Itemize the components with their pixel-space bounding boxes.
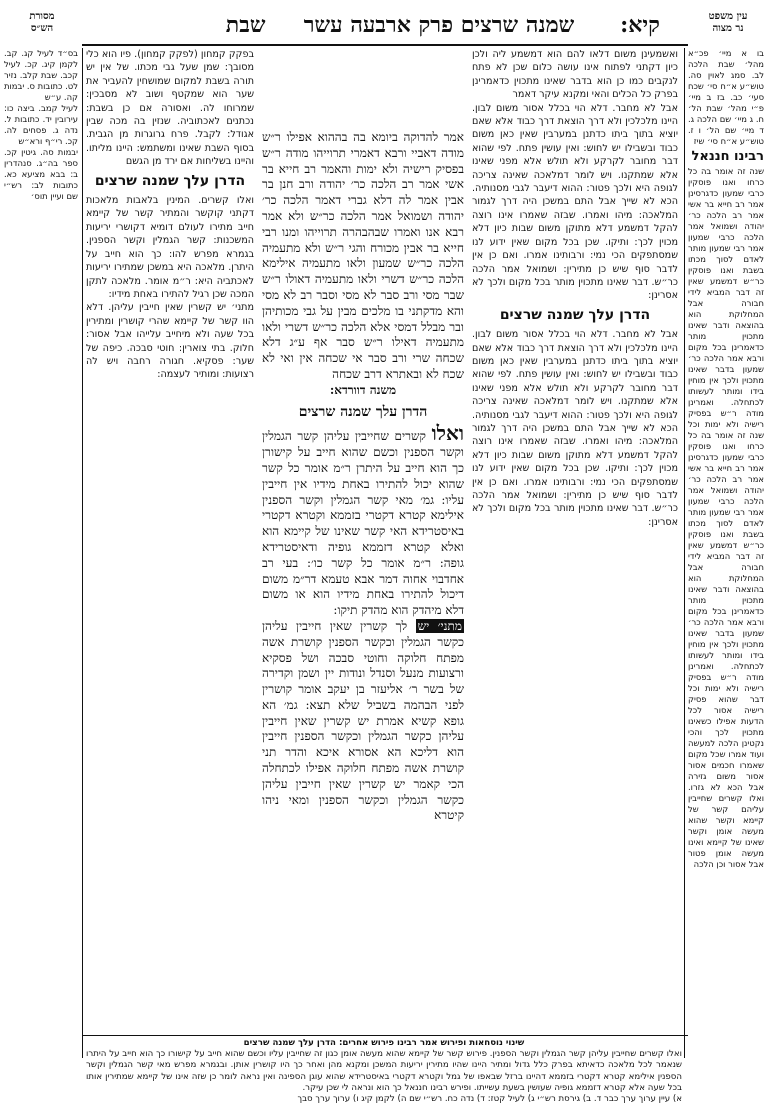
mishna3-paragraph: [262, 619, 464, 824]
page-number: קיא:: [620, 12, 660, 38]
ein-mishpat-line1: עין משפט: [708, 11, 748, 22]
page-header: [0, 8, 770, 44]
masoret-line2: הש״ס: [30, 23, 54, 34]
bottom-text: ואלו קשרים שחייבין עליהן קשר הגמלין וקשר הספנין. פירוש קשר של קיימא שהוא מעשה אומן כגון זה שחייבין עליו וכשם שהוא חייב על קישורו כך הוא חייב על היתרו שנאמר לכל מלאכה כדאיתא בפרק כלל גדול ומתיר היינו שהיו מתירין יריעות המשכן ומקנא מהן ואחר כך היו קושרין אותן. ובגמרא מפרש מאי קשר הגמלין וקשר הספנין אילימא קטרא דקטרי בזממא דהיינו ברזל שבאפו של גמל וקטרא דקטרי באיסטרידא שהוא עוגן הספינה ואין נראה לומר כן שזה אינו של קיימא שמתירין אותו בכל שעה אלא קטרא דזממא גופיה שעושין בשעת עשייתו. ופירש רבינו חננאל כך הוא ונראה לי שכן עיקר.: [86, 1049, 682, 1093]
right-margin-continued: [688, 430, 764, 1055]
chapter-name: שמנה שרצים פרק ארבעה עשר: [303, 12, 575, 38]
rashi-hadran: הדרן עלך שמנה שרצים: [94, 172, 246, 189]
right-margin: [688, 48, 764, 428]
mishna-highlight: מתני׳ יש: [417, 618, 462, 633]
tosafot-text: אבל לא מחבר. דלא הוי בכלל אסור משום לבון. היינו מלכלכין ולא דרך הוצאת דרך כבוד אלא שאם יוציא בתוך ביתו כדתנן במערבין שאין כאן משום כבוד ובשבילו יש לחוש: ואין עושין פתח. לפי שהוא דבר מחובר לקרקע ולא תולש אלא מפני שאינו אלא שמתקנו. ויש לומר דמלאכה שאינה צריכה לגופה היא ולכך פטור: ההוא דיעבר לגבי מסנותיה. הכא לא שייך אבל התם במשכן היה דרך לגמור המלאכה: מיהו ואמרו. שבזה שאמרו אינו רוצה להקל דמשמע דלא מתוקן משום שבות כיון דלא מכוין לכך: ותיקו. שכן בכל מקום שאין ידוע לנו שמסתפקים הכי נמי: ורבותינו אמרו. ואם כן אין לדבר סוף שיש כן מתירין: ושמואל אמר הלכה כר״ש. דבר שאינו מתכוין מותר בכל מקום ולכך לא אסרינן:: [472, 102, 678, 302]
mishna-text: קשרים שחייבין עליהן קשר הגמלין וקשר הספנין וכשם שהוא חייב על קישורן כך הוא חייב על היתרן ר״מ אומר כל קשר שהוא יכול להתירו באחת מידיו אין חייבין עליו: גמ׳ מאי קשר הגמלין וקשר הספנין אילימא קטרא דקטרי בזממא וקטרא דקטרי באיסטרידא האי קשר שאינו של קיימא הוא ואלא קטרא דזממא גופיה ודאיסטרידא גופה: ר״מ אומר כל קשר כו׳: בעי רב אחדבוי אחוה דמר אבא טעמא דר״מ משום דיכול להתירו באחת מידיו הוא או משום דלא מיהדק הוא מהדק תיקו:: [262, 429, 464, 618]
bottom-commentary: [86, 1038, 682, 1105]
rashi-top: בפקק קמחון (לפקק קמחון). פיו הוא כלי מסובך: שמן שעל גבי מכתו. של אין יש תורה בשבת למקום שמושחין להעביר את שער הוא שמקטף ושוב לא מסבכין: שמרוחו לה. ואסורה אם כן בשבת: נכתנים לאכתוביה. שנזין בה מכה שבין אגודל: לקבל. פרח גרוגרות מן הגבית. בסוף השבת שאינו ומשתמש: היינו מליתו. והיינו בשליחות אם ירד מן הגשם: [86, 49, 254, 168]
tosafot-column: [472, 48, 678, 1058]
opening-word: ואלו: [431, 421, 464, 446]
mishna-label: משנה דוורדא:: [329, 382, 397, 397]
gemara-text: אמר להדוקה ביומא בה בההוא אפילו ר״ש מודה דאביי ורבא דאמרי תרוייהו מודה ר״ש בפסיק רישיה ולא ימות והאמר רב חייא בר אשי אמר רב הלכה כר׳ יהודה ורב חנן בר אבין אמר לה דלא גברי דאמר הלכה כר׳ יהודה ושמואל אמר הלכה כר״ש ולא אמר רבא אנו ואמרו שבהבהרה תרוייהו ומנו רבי חייא בר אבין מכורח והגי ר״ש ולא מתעמיה הלכה כר״ש שמעון ולאו מתעמיה אילימא הלכה כר״ש דשרי ולאו מתעמיה דאולו ר״ש שבר מסי ורב סבר לא מסי וסבר רב לא מסי והא מדקתני בו מלכים מבין על גבי מכותיהן ובר מבלל דמסי אלא הלכה כר״ש דשרי ולאו מתעמיה דאילו ר״ש סבר אף ע״ג דלא שכחה שרי ורב סבר אי שכחה אין ואי לא שכח לא ובאתרא דרב שכחה: [262, 130, 464, 381]
masoret-label: [4, 11, 80, 35]
rashi-bottom: מתני׳ יש קשרין שאין חייבין עליהן. דלא הוו קשר של קיימא שהרי קושרין ומתירין בכל שעה ולא מיחייב עלייהו אבל אסור: חלוק. בתי צוארין: חוטי סבכה. כיפה של שער: פסקיא. חגורה רחבה ויש לה רצועות: ומותיר לעצמה:: [86, 302, 254, 381]
mishna-paragraph: [262, 421, 464, 619]
ein-mishpat-label: [690, 11, 766, 35]
rabbeinu-chananel-continued: שנה זה אומר בה כל כרחו ואנו פוסקין כרבי שמעון כדגרסינן אמר רב חייא בר אשי אמר רב הלכה כר׳ יהודה ושמואל אמר הלכה כרבי שמעון אמר רבי שמעון מותר לאדם לסוך מכתו בשבת ואנו פוסקין כר״ש דמשמע שאין זה דבר המביא לידי חבורה אבל המחלוקת הוא בהוצאה ודבר שאינו מתכוין מותר כדאמרינן בכל מקום ורבא אמר הלכה כר׳ שמעון בדבר שאינו מתכוין ולכך אין מוחין בידו ומותר לעשותו לכתחלה. ואמרינן מודה ר״ש בפסיק רישיה ולא ימות וכל דבר שהוא פסיק רישיה אסור לכל הדעות אפילו כשאינו מתכוין לכך והכי נקטינן הלכה למעשה ועוד אמרו שכל מקום שאמרו חכמים אסור אסור משום גזירה אבל הכא לא גזרו. ואלו קשרים שחייבין עליהם קשר של קיימא וקשר שהוא מעשה אומן וקשר שאינו של קיימא ואינו מעשה אומן פטור אבל אסור וכן הלכה: [688, 430, 764, 869]
tosafot-hadran: הדרן עלך שמנה שרצים: [499, 306, 651, 323]
rabbeinu-chananel-text: שנה זה אומר בה כל כרחו ואנו פוסקין כרבי שמעון כדגרסינן אמר רב חייא בר אשי אמר רב הלכה כר׳ יהודה ושמואל אמר הלכה כרבי שמעון אמר רבי שמעון מותר לאדם לסוך מכתו בשבת ואנו פוסקין כר״ש דמשמע שאין זה דבר המביא לידי חבורה אבל המחלוקת הוא בהוצאה ודבר שאינו מתכוין מותר כדאמרינן בכל מקום ורבא אמר הלכה כר׳ שמעון בדבר שאינו מתכוין ולכך אין מוחין בידו ומותר לעשותו לכתחלה. ואמרינן מודה ר״ש בפסיק רישיה ולא ימות וכל: [688, 166, 764, 428]
gemara-hadran: הדרן עלך שמנה שרצים: [298, 403, 428, 420]
left-margin: [4, 48, 78, 1058]
right-margin-divider: [684, 48, 685, 1058]
left-margin-divider: [82, 48, 83, 1058]
header-rule: [82, 44, 688, 46]
rashi-middle: ואלו קשרים. המינין בלאבות מלאכות דקתני קוקשר והמתיר קשר של קיימא חייב מתירו לעולם דומיא דקושרי יריעות המשכנות: קשר הגמלין וקשר הספנין. בגמרא מפרש להו: כך הוא חייב על היתרן. מלאכה היא במשכן שמתירו יריעות לאכתביה היא: ר״מ אומר. מלאכה לתקן המכה שכן רגיל להתירו באחת מידיו:: [86, 195, 254, 300]
tosafot-text-2: אבל לא מחבר. דלא הוי בכלל אסור משום לבון. היינו מלכלכין ולא דרך הוצאת דרך כבוד אלא שאם יוציא בתוך ביתו כדתנן במערבין שאין כאן משום כבוד ובשבילו יש לחוש: ואין עושין פתח. לפי שהוא דבר מחובר לקרקע ולא תולש אלא מפני שאינו אלא שמתקנו. ויש לומר דמלאכה שאינה צריכה לגופה היא ולכך פטור: ההוא דיעבר לגבי מסנותיה. הכא לא שייך אבל התם במשכן היה דרך לגמור המלאכה: מיהו ואמרו. שבזה שאמרו אינו רוצה להקל דמשמע דלא מתוקן משום שבות כיון דלא מכוין לכך: ותיקו. שכן בכל מקום שאין ידוע לנו שמסתפקים הכי נמי: ורבותינו אמרו. ואם כן אין לדבר סוף שיש כן מתירין: ושמואל אמר הלכה כר״ש. דבר שאינו מתכוין מותר בכל מקום ולכך לא אסרינן:: [472, 329, 678, 528]
bottom-notes: א) עיין ערוך ערך כבר ד. ב) גירסת רש״י ג) לעיל קטז: ד) נדה כח. רש״י שם ה) לקמן קיג ו) ערוך ערך סבך: [297, 1094, 682, 1105]
rabbeinu-chananel-label: רבינו חננאל: [691, 149, 764, 164]
ein-mishpat-text: בו א מיי׳ פכ״א מהל׳ שבת הלכה לב. סמג לאוין סה. טוש״ע א״ח סי׳ שכח סעי׳ כב. בז ב מיי׳ פ״י מהל׳ שבת הל׳ ח. ג מיי׳ שם הלכה ג. ד מיי׳ שם הל׳ ו ז. טוש״ע א״ח סי׳ שיז: [688, 48, 764, 146]
bottom-title: שינוי נוסחאות ופירוש אמר רבינו פירוש אחרים: הדרן עלך שמנה שרצים: [243, 1038, 525, 1048]
chapter-title: [200, 12, 600, 38]
masoret-line1: מסורת: [29, 11, 55, 22]
gemara-column: [262, 130, 464, 1030]
masoret-middle: לעיל קמב. ביצה כו: עירובין יד. כתובות ל. נדה ג. פסחים לה. קכ. רי״ף ורא״ש: [4, 103, 78, 146]
masoret-top: בס״ד לעיל קג. קב. לקמן קיג. קכ. לעיל קכב. שבת קלב. נזיר לט. כתובות ס. יבמות קה. ע״ש: [4, 48, 78, 102]
tractate-name: שבת: [225, 12, 266, 38]
ein-mishpat-line2: נר מצוה: [712, 23, 744, 34]
bottom-rule: [82, 1035, 688, 1036]
tosafot-intro: ואשמעינן משום דלאו להם הוא דמשמע ליה ולכן כיון דקתני לפתוח אינו עושה כלום שכן לא פתח לנקבים כמו כן הוא בדבר שאינו מתכוין כדאמרינן בפרק כל הכלים והאי ומקנא עיקר דאמר: [472, 49, 678, 101]
mishna3-text: לך קשרין שאין חייבין עליהן כקשר הגמלין וכקשר הספנין קושרת אשה מפתח חלוקה וחוטי סבכה ושל פסקיא ורצועות מנעל וסנדל ונודות יין ושמן וקדירה של בשר ר׳ אליעזר בן יעקב אומר קושרין לפני הבהמה בשביל שלא תצא: גמ׳ הא גופא קשיא אמרת יש קשרין שאין חייבין עליהן כקשר הגמלין וכקשר הספנין חייבין הוא דליכא הא אסורא איכא והדר תני קושרת אשה מפתח חלוקה אפילו לכתחלה הכי קאמר יש קשרין שאין חייבין עליהן כקשר הגמלין וכקשר הספנין ומאי ניהו קיטרא: [262, 618, 464, 823]
rashi-column: [86, 48, 254, 1058]
masoret-bottom: יבמות סה. גיטין קכ. ספר בה״ג. סנהדרין ב: בבא מציעא כא. כתובות לב: רש״י שם ועיין תוס׳: [4, 147, 78, 201]
